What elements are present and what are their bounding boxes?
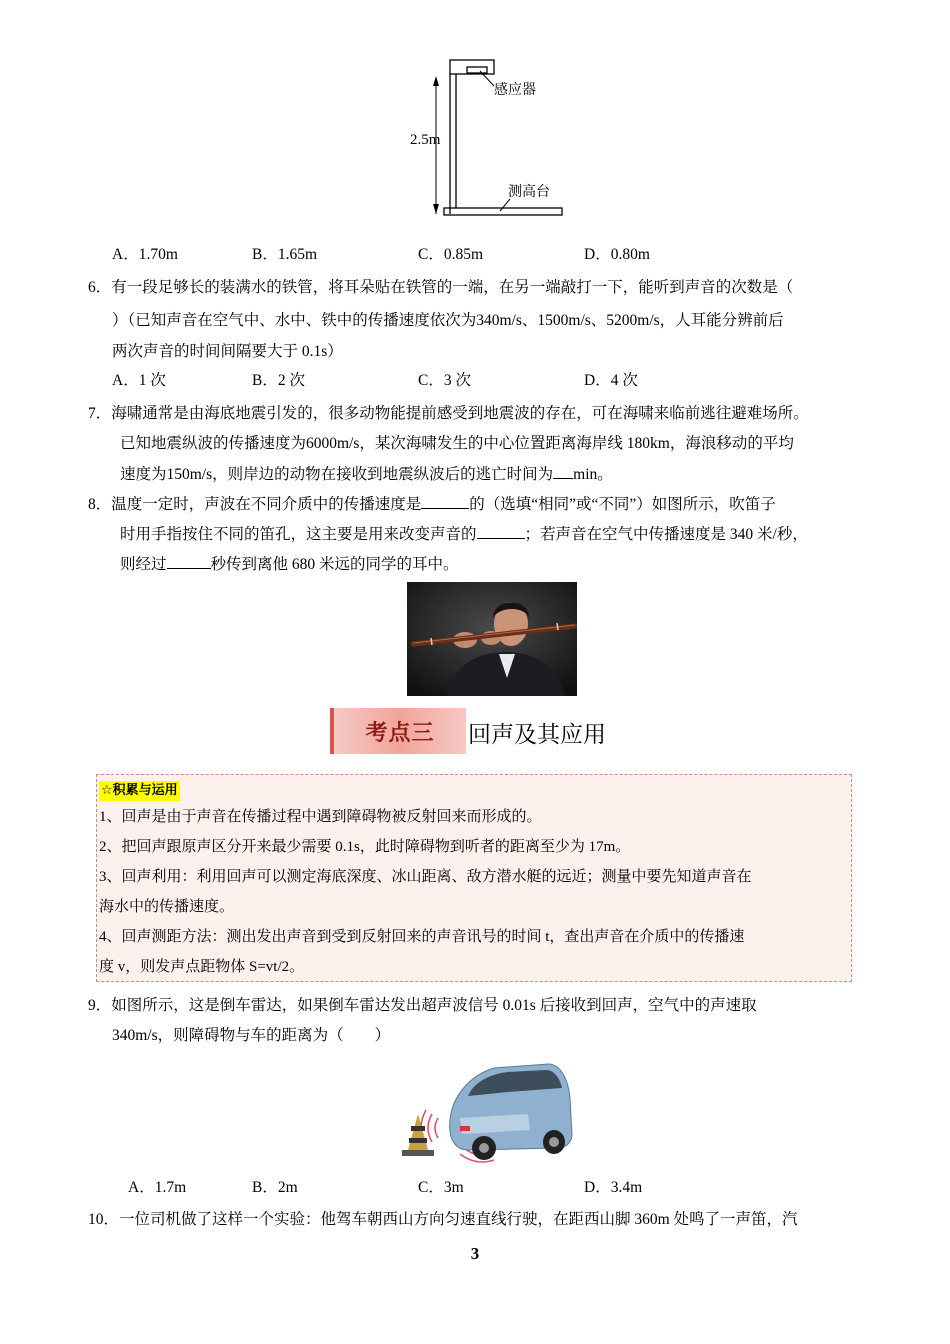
flute-band-1: [557, 623, 558, 630]
q8-line-3-pre: 则经过: [120, 556, 167, 573]
q9-option-a: A．1.7m: [128, 1179, 187, 1196]
flute-player-photo: [407, 582, 577, 696]
knowledge-line-6: 度 v，则发声点距物体 S=vt/2。: [99, 959, 305, 975]
platform: [444, 208, 562, 215]
q5-option-b: B．1.65m: [252, 246, 318, 263]
section-header: [330, 706, 630, 756]
q6-option-d: D．4 次: [584, 372, 638, 389]
q6-option-c: C．3 次: [418, 372, 471, 389]
q8-blank-2[interactable]: [477, 524, 525, 539]
knowledge-line-1: 1、回声是由于声音在传播过程中遇到障碍物被反射回来而形成的。: [99, 809, 542, 825]
figure-label-platform: 测高台: [508, 184, 550, 200]
q7-line-1: 7．海啸通常是由海底地震引发的，很多动物能提前感受到地震波的存在，可在海啸来临前逃往避难场所。: [88, 405, 809, 422]
knowledge-line-2: 2、把回声跟原声区分开来最少需要 0.1s，此时障碍物到听者的距离至少为 17m。: [99, 839, 631, 855]
q9-option-d: D．3.4m: [584, 1179, 643, 1196]
q9-option-c: C．3m: [418, 1179, 464, 1196]
q8-line-1-post: 的（选填“相同”或“不同”）如图所示，吹笛子: [469, 496, 776, 513]
q8-line-2: [120, 524, 808, 545]
q6-line-1: 6．有一段足够长的装满水的铁管，将耳朵贴在铁管的一端，在另一端敲打一下，能听到声音的次数是（: [88, 279, 794, 296]
q7-line-3-unit: min。: [573, 466, 613, 483]
q6-option-b: B．2 次: [252, 372, 305, 389]
q6-option-a: A．1 次: [112, 372, 166, 389]
sensor-head: [467, 67, 487, 73]
flute-band-2: [431, 638, 432, 645]
q7-line-3-text: 速度为150m/s，则岸边的动物在接收到地震纵波后的逃亡时间为: [120, 466, 554, 483]
knowledge-box: [96, 774, 852, 982]
q10-line-1: 10．一位司机做了这样一个实验：他驾车朝西山方向匀速直线行驶，在距西山脚 360m 处鸣了一声笛，汽: [88, 1211, 798, 1228]
knowledge-line-5: 4、回声测距方法：测出发出声音到受到反射回来的声音讯号的时间 t，查出声音在介质中的传播速: [99, 929, 745, 945]
q5-option-a: A．1.70m: [112, 246, 178, 263]
q8-line-1-pre: 8．温度一定时，声波在不同介质中的传播速度是: [88, 496, 422, 513]
q8-line-3: [120, 554, 459, 575]
figure-label-height: 2.5m: [410, 132, 441, 148]
q8-line-2-pre: 时用手指按住不同的笛孔，这主要是用来改变声音的: [120, 526, 477, 543]
arrow-down-icon: [433, 204, 439, 214]
q7-line-3: [120, 464, 613, 485]
q8-blank-1[interactable]: [421, 494, 469, 509]
q9-line-2: 340m/s，则障碍物与车的距离为（ ）: [112, 1027, 391, 1044]
q7-answer-blank[interactable]: [553, 464, 573, 479]
q8-line-1: [88, 494, 776, 515]
car: [450, 1064, 572, 1160]
arrow-up-icon: [433, 76, 439, 86]
q7-line-2: 已知地震纵波的传播速度为6000m/s，某次海啸发生的中心位置距离海岸线 180km，海浪移动的平均: [120, 435, 794, 452]
q6-line-2: ）（已知声音在空气中、水中、铁中的传播速度依次为340m/s、1500m/s、5200m/s，人耳能分辨前后: [112, 312, 784, 329]
knowledge-tag: ☆积累与运用: [99, 781, 180, 801]
figure-label-sensor: 感应器: [494, 82, 536, 98]
section-badge: 考点三: [330, 708, 466, 754]
q6-line-3: 两次声音的时间间隔要大于 0.1s）: [112, 343, 343, 360]
section-title: 回声及其应用: [468, 722, 606, 748]
q8-line-3-post: 秒传到离他 680 米远的同学的耳中。: [210, 556, 459, 573]
reversing-radar-figure: [398, 1058, 574, 1170]
page-number: 3: [470, 1244, 480, 1263]
q9-option-b: B．2m: [252, 1179, 298, 1196]
q5-option-c: C．0.85m: [418, 246, 484, 263]
q8-blank-3[interactable]: [167, 554, 211, 569]
knowledge-line-3: 3、回声利用：利用回声可以测定海底深度、冰山距离、敌方潜水艇的远近；测量中要先知道声音在: [99, 869, 752, 885]
q9-line-1: 9．如图所示，这是倒车雷达，如果倒车雷达发出超声波信号 0.01s 后接收到回声，空气中的声速取: [88, 997, 757, 1014]
knowledge-line-4: 海水中的传播速度。: [99, 899, 235, 915]
q5-option-d: D．0.80m: [584, 246, 650, 263]
q8-line-2-post: ；若声音在空气中传播速度是 340 米/秒，: [524, 526, 808, 543]
